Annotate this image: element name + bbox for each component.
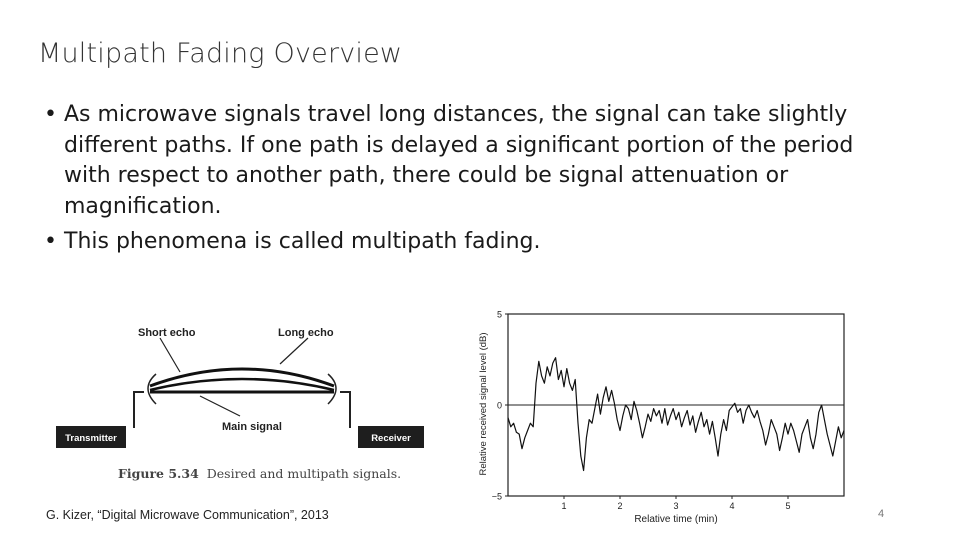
chart-series-line — [508, 358, 844, 471]
chart-x-tick-label: 2 — [617, 501, 623, 511]
bullet-item — [44, 227, 904, 258]
chart-x-tick-label: 5 — [785, 501, 791, 511]
chart-x-tick-label: 1 — [561, 501, 567, 511]
chart-y-tick-label: 5 — [496, 309, 502, 320]
bullet-symbol: • — [44, 229, 57, 254]
chart-x-axis-label: Relative time (min) — [634, 514, 718, 525]
short-echo-callout — [160, 338, 180, 372]
figure-caption-text: Desired and multipath signals. — [206, 466, 402, 481]
main-signal-label: Main signal — [222, 421, 282, 433]
slide-title: Multipath Fading Overview — [38, 38, 403, 69]
citation: G. Kizer, “Digital Microwave Communication”, 2013 — [46, 508, 329, 522]
short-echo-label: Short echo — [138, 327, 196, 339]
chart-y-tick-label: 0 — [496, 400, 502, 411]
chart-y-tick-label: −5 — [491, 491, 502, 502]
transmitter-label: Transmitter — [65, 433, 117, 444]
receiver-feed-line — [340, 392, 350, 428]
bullet-text: This phenomena is called multipath fading. — [64, 229, 541, 254]
figure-caption-number: Figure 5.34 — [118, 466, 199, 481]
long-echo-callout — [280, 338, 308, 364]
main-signal-callout — [200, 396, 240, 416]
multipath-diagram — [52, 312, 442, 492]
long-echo-label: Long echo — [278, 327, 334, 339]
bullet-list — [44, 100, 904, 263]
chart-x-tick-label: 3 — [673, 501, 679, 511]
bullet-symbol: • — [44, 102, 57, 127]
bullet-item — [44, 100, 904, 222]
bullet-text: As microwave signals travel long distances, the signal can take slightly different paths. If one path is delayed a significant portion of the period with respect to another path, there could be signal attenuation or magnification. — [64, 102, 854, 219]
receiver-label: Receiver — [371, 433, 411, 444]
chart-x-tick-label: 4 — [729, 501, 735, 511]
chart-y-axis-label: Relative received signal level (dB) — [478, 332, 489, 476]
fading-chart — [470, 300, 860, 532]
figure-caption — [118, 466, 401, 481]
transmitter-feed-line — [134, 392, 144, 428]
short-echo-path — [150, 379, 334, 390]
page-number: 4 — [878, 508, 885, 520]
